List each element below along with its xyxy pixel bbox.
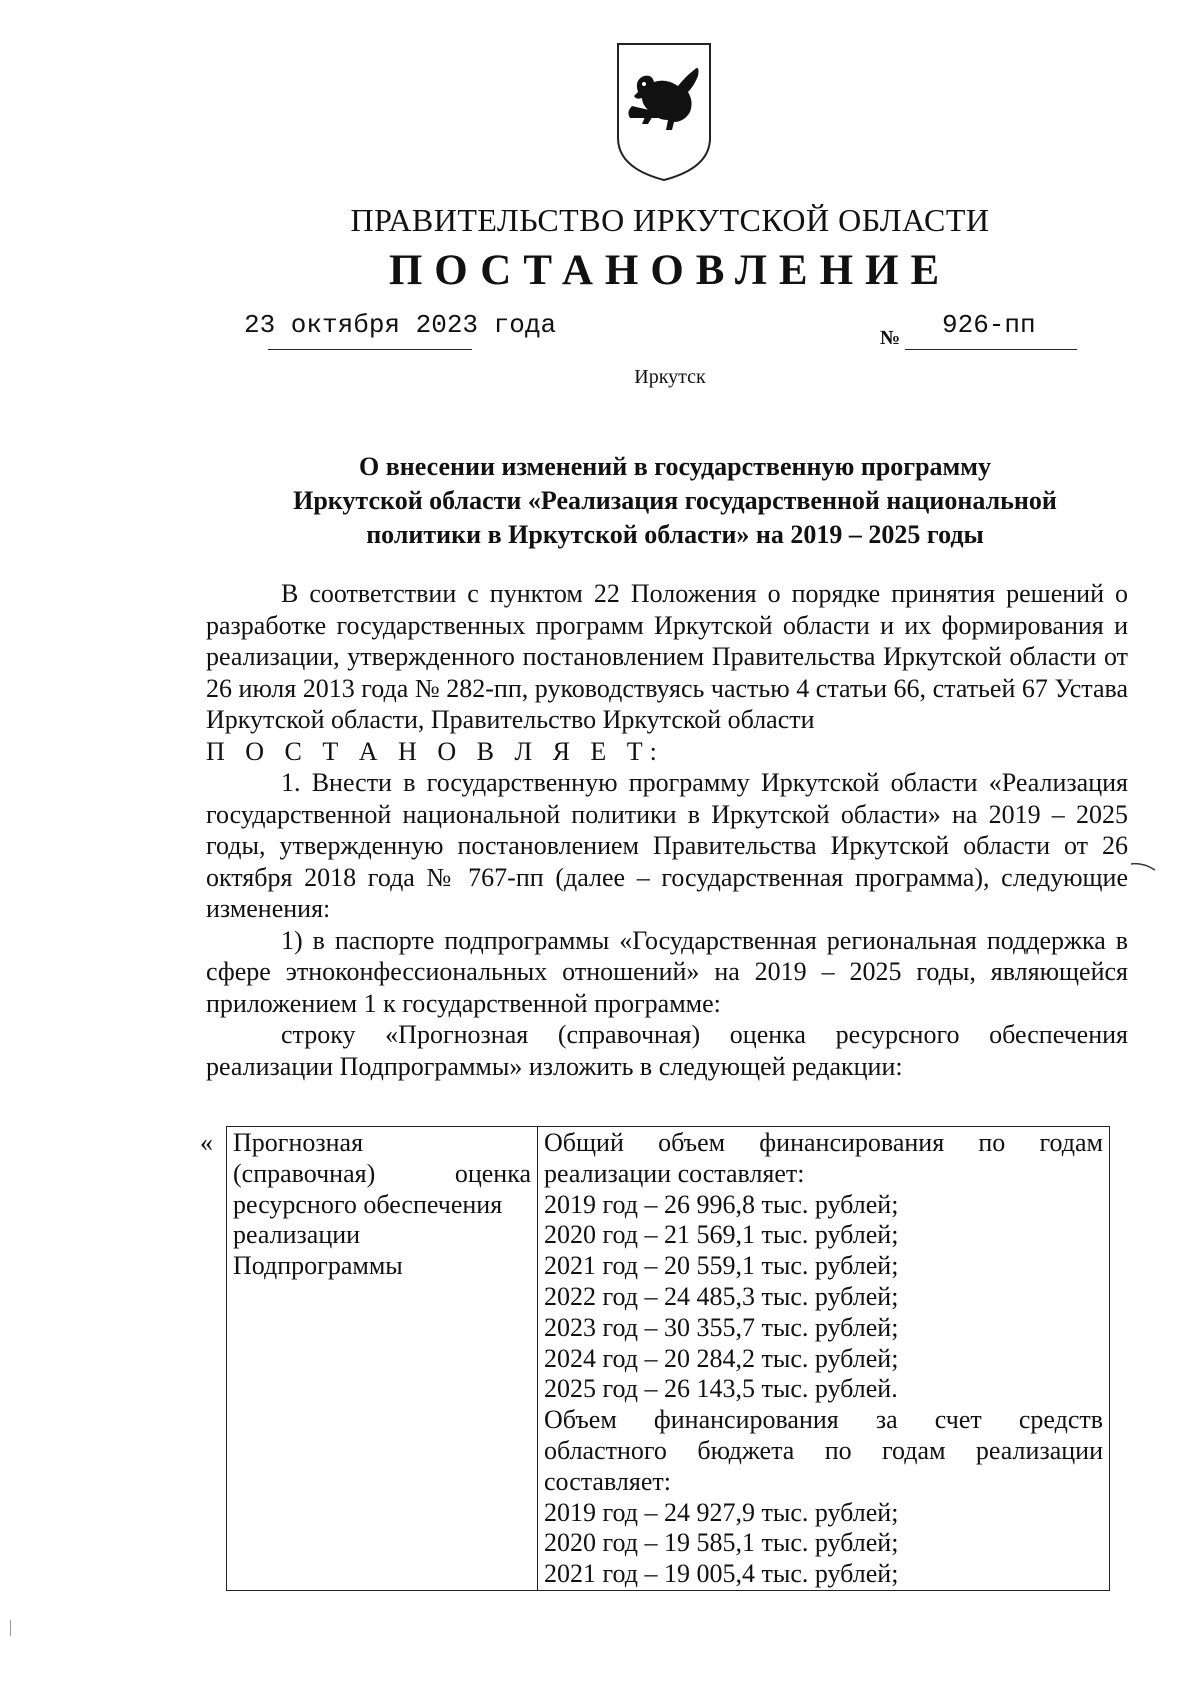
total-year-line: 2022 год – 24 485,3 тыс. рублей;	[544, 1281, 899, 1311]
document-body	[206, 578, 1128, 1082]
coat-of-arms-icon	[614, 40, 714, 182]
title-line: Иркутской области «Реализация государственной национальной	[293, 486, 1057, 515]
total-year-line: 2024 год – 20 284,2 тыс. рублей;	[544, 1343, 899, 1373]
subitem-1-paragraph: 1) в паспорте подпрограммы «Государственная региональная поддержка в сфере этноконфессиональных отношений» на 2019 – 2025 годы, являющейся приложением 1 к государственной программе:	[206, 925, 1128, 1018]
preamble-paragraph: В соответствии с пунктом 22 Положения о порядке принятия решений о разработке государственных программ Иркутской области и их формирования и реализации, утвержденного постановлением Правительства Иркутской области от 26 июля 2013 года № 282-пп, руководствуясь частью 4 статьи 66, статьей 67 Устава Иркутской области, Правительство Иркутской области	[206, 579, 1128, 734]
document-title	[205, 450, 1145, 552]
document-city: Иркутск	[634, 366, 706, 388]
title-line: О внесении изменений в государственную программу	[359, 452, 991, 481]
item-1-paragraph: 1. Внести в государственную программу Иркутской области «Реализация государственной национальной политики в Иркутской области» на 2019 – 2025 годы, утвержденную постановлением Правительства Иркутской области от 26 октября 2018 года № 767-пп (далее – государственная программа), следующие изменения:	[206, 768, 1128, 923]
row-label-cell	[227, 1127, 538, 1591]
document-date: 23 октября 2023 года	[244, 310, 557, 340]
total-year-line: 2020 год – 21 569,1 тыс. рублей;	[544, 1220, 899, 1250]
regional-year-line: 2021 год – 19 005,4 тыс. рублей;	[544, 1559, 899, 1589]
row-value-cell	[538, 1127, 1110, 1591]
date-underline	[268, 349, 472, 350]
total-year-line: 2023 год – 30 355,7 тыс. рублей;	[544, 1312, 899, 1342]
document-number: 926-пп	[942, 310, 1036, 340]
document-type: ПОСТАНОВЛЕНИЕ	[388, 247, 952, 294]
opening-quote: «	[200, 1128, 213, 1157]
scan-margin-mark	[10, 1620, 11, 1636]
regional-financing-intro: Объем финансирования за счет средств областного бюджета по годам реализации составляет:	[544, 1405, 1103, 1496]
row-label-line: (справочная) оценка	[233, 1158, 531, 1188]
row-label-line: Прогнозная	[233, 1128, 364, 1157]
decree-word: П О С Т А Н О В Л Я Е Т:	[206, 736, 664, 766]
table-row	[227, 1127, 1110, 1591]
title-line: политики в Иркутской области» на 2019 – 2025 годы	[366, 520, 984, 549]
row-label-line: Подпрограммы	[233, 1251, 403, 1281]
regional-year-line: 2019 год – 24 927,9 тыс. рублей;	[544, 1497, 899, 1527]
number-sign: №	[880, 327, 901, 349]
margin-pen-mark-icon	[1130, 860, 1156, 872]
total-year-line: 2019 год – 26 996,8 тыс. рублей;	[544, 1189, 899, 1219]
total-year-line: 2021 год – 20 559,1 тыс. рублей;	[544, 1251, 899, 1281]
total-year-line: 2025 год – 26 143,5 тыс. рублей.	[544, 1374, 898, 1404]
government-name: ПРАВИТЕЛЬСТВО ИРКУТСКОЙ ОБЛАСТИ	[350, 202, 990, 238]
row-label-line: реализации	[233, 1220, 361, 1250]
row-label-line: ресурсного обеспечения	[233, 1189, 503, 1219]
total-financing-intro: Общий объем финансирования по годам реализации составляет:	[544, 1128, 1103, 1188]
number-underline	[905, 349, 1077, 350]
regional-year-line: 2020 год – 19 585,1 тыс. рублей;	[544, 1528, 899, 1558]
row-instruction-paragraph: строку «Прогнозная (справочная) оценка ресурсного обеспечения реализации Подпрограммы» изложить в следующей редакции:	[206, 1020, 1128, 1081]
financing-table	[226, 1126, 1110, 1591]
